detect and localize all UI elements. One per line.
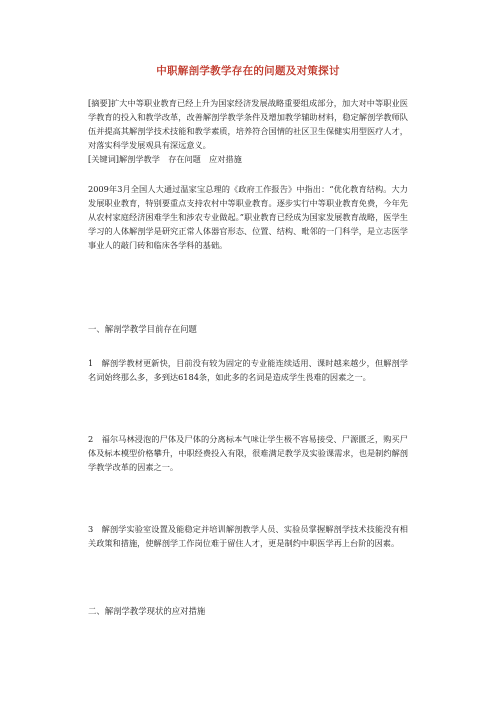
problem-point-2: 2 福尔马林浸泡的尸体及尸体的分离标本气味让学生极不容易接受、尸源匮乏，购买尸体及标本模型价格攀升，中职经费投入有限，很难满足教学及实验课需求，也是制约解剖学教学改革的因素之一。 <box>88 434 408 472</box>
document-title: 中职解剖学教学存在的问题及对策探讨 <box>156 65 340 77</box>
keywords-line: [关键词]解剖学教学 存在问题 应对措施 <box>88 154 242 164</box>
problem-point-3: 3 解剖学实验室设置及能稳定并培训解剖教学人员、实验员掌握解剖学技术技能没有相关政策和措施，使解剖学工作岗位难于留住人才，更是制约中职医学再上台阶的因素。 <box>88 524 408 548</box>
abstract-paragraph: [摘要]扩大中等职业教育已经上升为国家经济发展战略重要组成部分，加大对中等职业医学教育的投入和教学改革，改善解剖学教学条件及增加教学辅助材料，稳定解剖学教师队伍并提高其解剖学技术技能和教学素质，培养符合国情的社区卫生保健实用型医疗人才，对落实科学发展观具有深远意义。 <box>88 98 408 150</box>
problem-point-1: 1 解剖学教材更新快，目前没有较为固定的专业能连续适用、课时越来越少，但解剖学名词始终那么多，多到达6184条，如此多的名词是造成学生畏难的因素之一。 <box>88 358 408 382</box>
section-heading-2: 二、解剖学教学现状的应对措施 <box>88 606 206 616</box>
section-heading-1: 一、解剖学教学目前存在问题 <box>88 324 197 334</box>
intro-paragraph: 2009年3月全国人大通过温家宝总理的《政府工作报告》中指出：“优化教育结构。大力发展职业教育，特别要重点支持农村中等职业教育。逐步实行中等职业教育免费，今年先从农村家庭经济困难学生和涉农专业做起。”职业教育已经成为国家发展教育战略，医学生学习的人体解剖学是研究正常人体器官形态、位置、结构、毗邻的一门科学，是立志医学事业人的敲门砖和临床各学科的基础。 <box>88 184 408 250</box>
